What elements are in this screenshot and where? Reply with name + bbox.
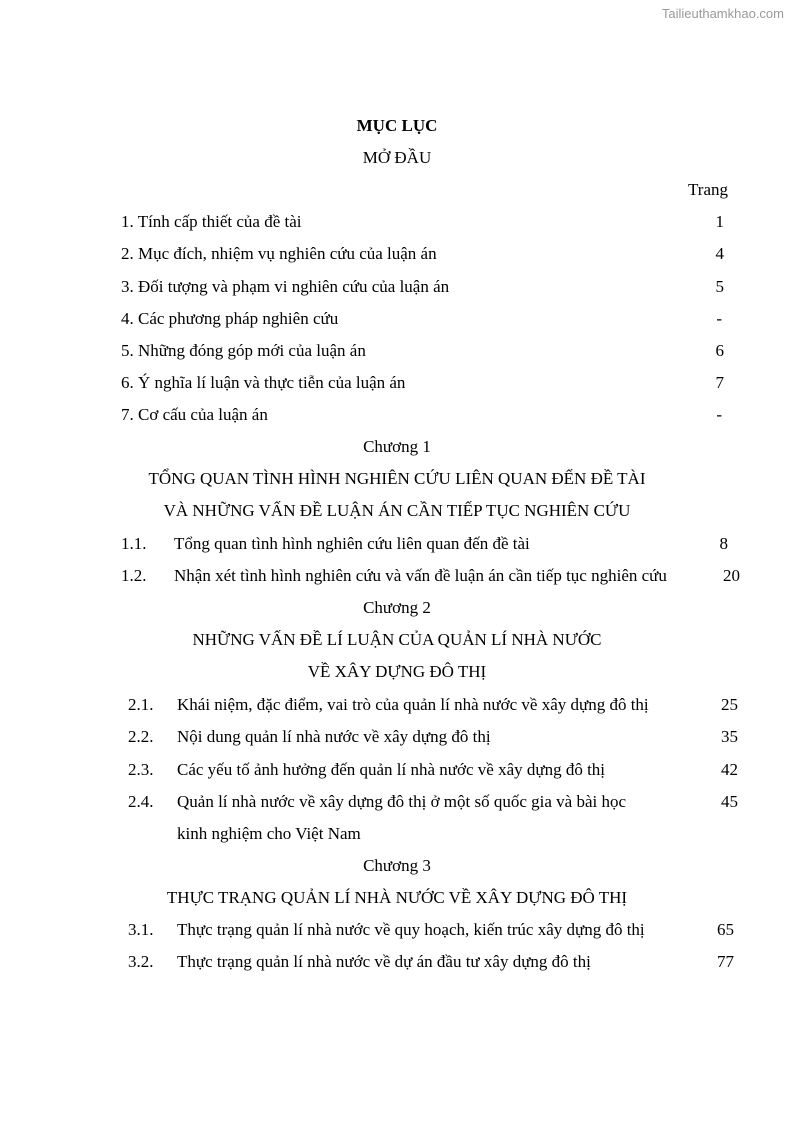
toc-item-text: 3. Đối tượng và phạm vi nghiên cứu của luận án — [121, 277, 450, 296]
chapter-title: THỰC TRẠNG QUẢN LÍ NHÀ NƯỚC VỀ XÂY DỰNG ĐÔ THỊ — [166, 888, 628, 907]
toc-item-text: 7. Cơ cấu của luận án — [121, 405, 268, 424]
intro-heading: MỞ ĐẦU — [362, 148, 432, 167]
chapter-title: VỀ XÂY DỰNG ĐÔ THỊ — [307, 662, 487, 681]
section-title: Các yếu tố ảnh hưởng đến quản lí nhà nước về xây dựng đô thị — [177, 760, 606, 779]
toc-item-text: 1. Tính cấp thiết của đề tài — [121, 212, 302, 231]
toc-item-page: 1 — [715, 212, 724, 231]
section-page: 35 — [721, 727, 738, 746]
section-page: 77 — [717, 952, 734, 971]
toc-item-page: 4 — [715, 244, 724, 263]
section-number: 1.2. — [121, 566, 147, 585]
section-page: 45 — [721, 792, 738, 811]
watermark: Tailieuthamkhao.com — [661, 6, 784, 21]
section-number: 1.1. — [121, 534, 147, 553]
section-number: 3.1. — [128, 920, 154, 939]
section-number: 3.2. — [128, 952, 154, 971]
section-title-continued: kinh nghiệm cho Việt Nam — [177, 824, 361, 843]
toc-item-text: 4. Các phương pháp nghiên cứu — [121, 309, 339, 328]
section-title: Khái niệm, đặc điểm, vai trò của quản lí nhà nước về xây dựng đô thị — [177, 695, 649, 714]
section-page: 65 — [717, 920, 734, 939]
toc-title: MỤC LỤC — [356, 116, 438, 135]
section-title: Nhận xét tình hình nghiên cứu và vấn đề luận án cần tiếp tục nghiên cứu — [174, 566, 667, 585]
section-title: Tổng quan tình hình nghiên cứu liên quan đến đề tài — [174, 534, 530, 553]
section-title: Thực trạng quản lí nhà nước về quy hoạch, kiến trúc xây dựng đô thị — [177, 920, 645, 939]
section-number: 2.4. — [128, 792, 154, 811]
section-page: 25 — [721, 695, 738, 714]
chapter-label: Chương 2 — [363, 598, 431, 617]
toc-item-text: 2. Mục đích, nhiệm vụ nghiên cứu của luận án — [121, 244, 437, 263]
section-number: 2.1. — [128, 695, 154, 714]
toc-item-page: - — [716, 405, 722, 424]
toc-item-page: 5 — [715, 277, 724, 296]
page-column-label: Trang — [688, 180, 728, 199]
toc-item-page: - — [716, 309, 722, 328]
section-number: 2.3. — [128, 760, 154, 779]
section-title: Thực trạng quản lí nhà nước về dự án đầu tư xây dựng đô thị — [177, 952, 591, 971]
chapter-title: TỔNG QUAN TÌNH HÌNH NGHIÊN CỨU LIÊN QUAN ĐẾN ĐỀ TÀI — [148, 469, 646, 488]
section-page: 8 — [719, 534, 728, 553]
section-number: 2.2. — [128, 727, 154, 746]
chapter-title: VÀ NHỮNG VẤN ĐỀ LUẬN ÁN CẦN TIẾP TỤC NGHIÊN CỨU — [163, 501, 631, 520]
section-title: Nội dung quản lí nhà nước về xây dựng đô thị — [177, 727, 491, 746]
section-page: 20 — [723, 566, 740, 585]
chapter-title: NHỮNG VẤN ĐỀ LÍ LUẬN CỦA QUẢN LÍ NHÀ NƯỚC — [192, 630, 602, 649]
section-title: Quản lí nhà nước về xây dựng đô thị ở một số quốc gia và bài học — [177, 792, 627, 811]
toc-item-text: 6. Ý nghĩa lí luận và thực tiễn của luận án — [121, 373, 406, 392]
toc-item-text: 5. Những đóng góp mới của luận án — [121, 341, 366, 360]
chapter-label: Chương 1 — [363, 437, 431, 456]
section-page: 42 — [721, 760, 738, 779]
toc-item-page: 6 — [715, 341, 724, 360]
chapter-label: Chương 3 — [363, 856, 431, 875]
toc-item-page: 7 — [715, 373, 724, 392]
